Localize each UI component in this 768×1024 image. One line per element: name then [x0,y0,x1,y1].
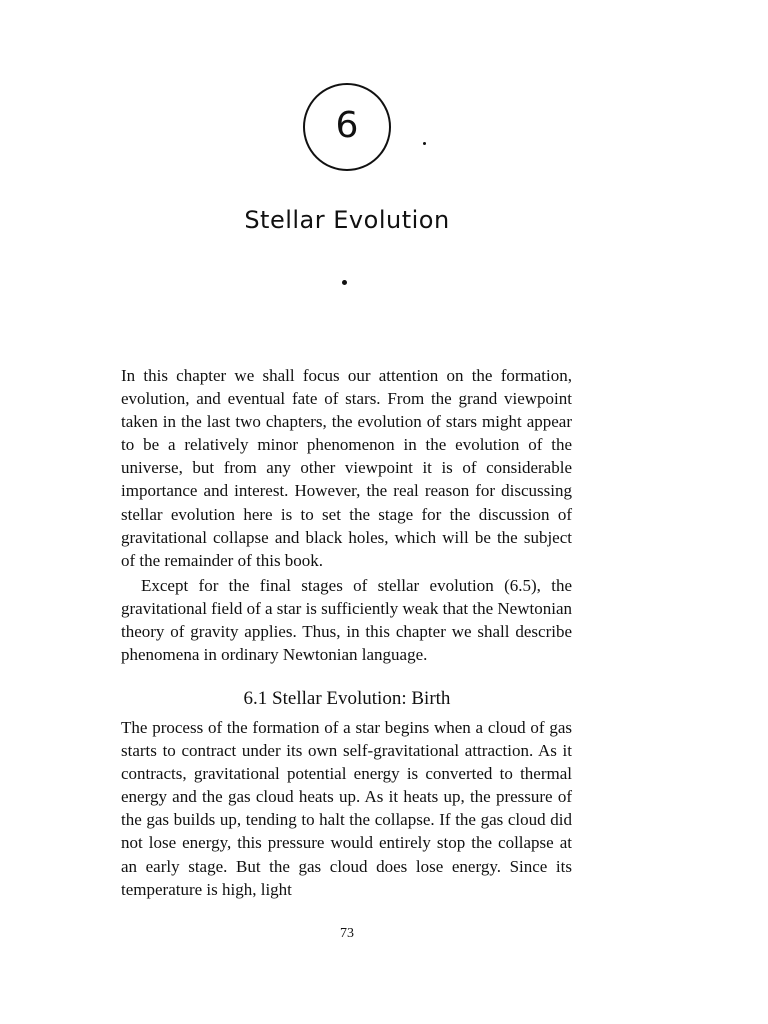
intro-paragraph-block [121,364,572,572]
decorative-dot [342,280,347,285]
section-heading: 6.1 Stellar Evolution: Birth [243,688,451,709]
section-body-block [121,716,572,901]
intro-paragraph: In this chapter we shall focus our attention on the formation, evolution, and eventual fate of stars. From the grand viewpoint taken in the last two chapters, the evolution of stars might appear to be a relatively minor phenomenon in the evolution of the universe, but from any other viewpoint it is of considerable importance and interest. However, the real reason for discussing stellar evolution here is to set the stage for the discussion of gravitational collapse and black holes, which will be the subject of the remainder of this book. [121,366,572,570]
chapter-number-circle [303,83,391,171]
second-paragraph: Except for the final stages of stellar evolution (6.5), the gravitational field of a star is sufficiently weak that the Newtonian theory of gravity applies. Thus, in this chapter we shall describe phenomena in ordinary Newtonian language. [121,576,572,665]
chapter-number: 6 [335,105,359,146]
second-paragraph-block [121,574,572,666]
chapter-title: Stellar Evolution [244,206,450,234]
decorative-dot [423,142,426,145]
section-body-paragraph: The process of the formation of a star begins when a cloud of gas starts to contract under its own self-gravitational attraction. As it contracts, gravitational potential energy is converted to thermal energy and the gas cloud heats up. As it heats up, the pressure of the gas builds up, tending to halt the collapse. If the gas cloud did not lose energy, this pressure would entirely stop the collapse at an early stage. But the gas cloud does lose energy. Since its temperature is high, light [121,718,572,899]
page-number: 73 [340,926,354,941]
